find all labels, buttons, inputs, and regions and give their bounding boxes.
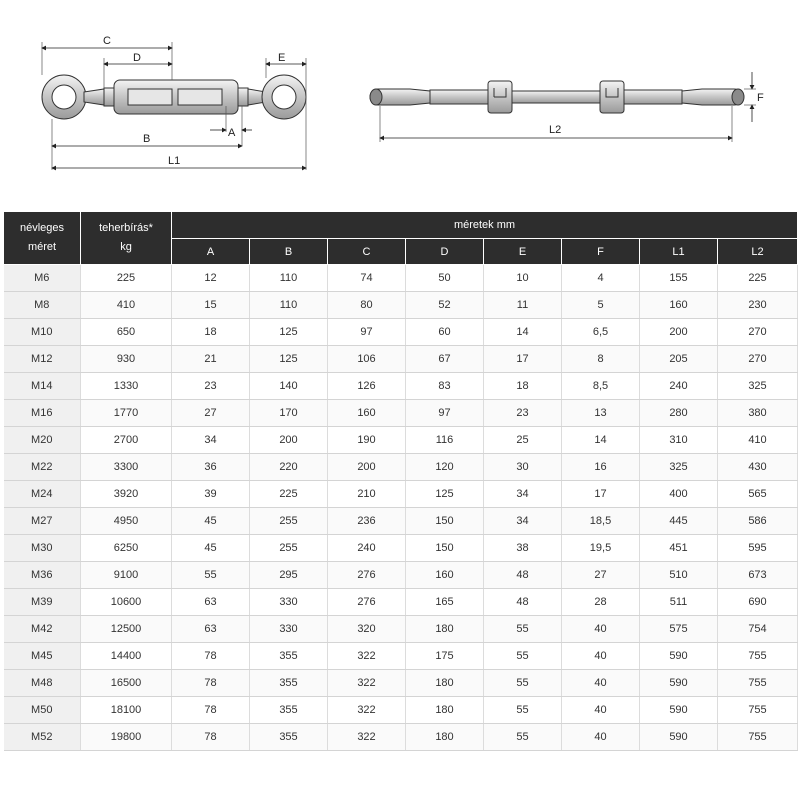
table-row (4, 616, 798, 643)
table-row (4, 427, 798, 454)
cell-e: 17 (484, 346, 562, 373)
cell-l1: 160 (640, 292, 718, 319)
dim-label-f: F (757, 92, 764, 104)
cell-e: 55 (484, 697, 562, 724)
cell-l2: 673 (718, 562, 798, 589)
cell-f: 8,5 (562, 373, 640, 400)
cell-f: 16 (562, 454, 640, 481)
cell-b: 355 (250, 697, 328, 724)
table-row (4, 454, 798, 481)
cell-l1: 325 (640, 454, 718, 481)
cell-a: 78 (172, 724, 250, 751)
cell-f: 40 (562, 724, 640, 751)
header-dim-f: F (562, 239, 640, 265)
cell-l2: 595 (718, 535, 798, 562)
cell-l1: 510 (640, 562, 718, 589)
cell-l1: 200 (640, 319, 718, 346)
cell-b: 200 (250, 427, 328, 454)
cell-b: 255 (250, 508, 328, 535)
header-load-line1: teherbírás* (99, 222, 153, 234)
cell-l1: 575 (640, 616, 718, 643)
table-row (4, 670, 798, 697)
cell-load: 410 (81, 292, 172, 319)
cell-d: 180 (406, 697, 484, 724)
cell-c: 276 (328, 589, 406, 616)
cell-l1: 590 (640, 724, 718, 751)
cell-f: 40 (562, 697, 640, 724)
cell-l1: 280 (640, 400, 718, 427)
turnbuckle-dimension-table (3, 211, 798, 751)
cell-a: 36 (172, 454, 250, 481)
cell-size: M39 (4, 589, 81, 616)
header-load-line2: kg (120, 241, 132, 253)
table-row (4, 697, 798, 724)
cell-l2: 565 (718, 481, 798, 508)
cell-a: 78 (172, 670, 250, 697)
cell-b: 170 (250, 400, 328, 427)
cell-e: 48 (484, 562, 562, 589)
cell-load: 225 (81, 265, 172, 292)
cell-c: 322 (328, 670, 406, 697)
cell-l1: 511 (640, 589, 718, 616)
cell-size: M42 (4, 616, 81, 643)
cell-b: 125 (250, 319, 328, 346)
cell-load: 930 (81, 346, 172, 373)
cell-l2: 270 (718, 319, 798, 346)
cell-e: 48 (484, 589, 562, 616)
cell-load: 2700 (81, 427, 172, 454)
cell-e: 25 (484, 427, 562, 454)
cell-d: 97 (406, 400, 484, 427)
cell-e: 55 (484, 670, 562, 697)
cell-e: 30 (484, 454, 562, 481)
cell-c: 322 (328, 697, 406, 724)
cell-a: 18 (172, 319, 250, 346)
right-dimension-lines (380, 72, 752, 138)
cell-d: 180 (406, 670, 484, 697)
cell-b: 355 (250, 670, 328, 697)
table-row (4, 319, 798, 346)
header-dim-a: A (172, 239, 250, 265)
cell-size: M30 (4, 535, 81, 562)
cell-load: 650 (81, 319, 172, 346)
cell-a: 45 (172, 508, 250, 535)
header-dim-b: B (250, 239, 328, 265)
cell-b: 330 (250, 616, 328, 643)
cell-a: 15 (172, 292, 250, 319)
cell-e: 23 (484, 400, 562, 427)
cell-b: 140 (250, 373, 328, 400)
cell-c: 80 (328, 292, 406, 319)
cell-size: M14 (4, 373, 81, 400)
cell-d: 125 (406, 481, 484, 508)
cell-l2: 410 (718, 427, 798, 454)
header-dim-l1: L1 (640, 239, 718, 265)
cell-d: 67 (406, 346, 484, 373)
cell-l2: 755 (718, 670, 798, 697)
cell-e: 55 (484, 724, 562, 751)
cell-a: 39 (172, 481, 250, 508)
cell-size: M10 (4, 319, 81, 346)
cell-a: 78 (172, 643, 250, 670)
cell-l1: 400 (640, 481, 718, 508)
table-row (4, 535, 798, 562)
cell-size: M8 (4, 292, 81, 319)
table-row (4, 562, 798, 589)
cell-c: 240 (328, 535, 406, 562)
cell-f: 27 (562, 562, 640, 589)
cell-b: 330 (250, 589, 328, 616)
dim-label-b: B (143, 133, 151, 145)
cell-l1: 451 (640, 535, 718, 562)
cell-f: 28 (562, 589, 640, 616)
cell-e: 34 (484, 481, 562, 508)
cell-d: 150 (406, 508, 484, 535)
dim-label-l2: L2 (549, 124, 562, 136)
cell-size: M45 (4, 643, 81, 670)
cell-l2: 380 (718, 400, 798, 427)
cell-f: 17 (562, 481, 640, 508)
cell-size: M6 (4, 265, 81, 292)
cell-b: 220 (250, 454, 328, 481)
cell-l1: 590 (640, 643, 718, 670)
stub-turnbuckle (370, 81, 744, 113)
cell-f: 13 (562, 400, 640, 427)
cell-load: 10600 (81, 589, 172, 616)
cell-a: 78 (172, 697, 250, 724)
cell-e: 14 (484, 319, 562, 346)
cell-load: 1330 (81, 373, 172, 400)
cell-l2: 754 (718, 616, 798, 643)
header-size-line1: névleges (19, 222, 65, 234)
cell-l2: 270 (718, 346, 798, 373)
cell-e: 34 (484, 508, 562, 535)
table-row (4, 373, 798, 400)
cell-a: 23 (172, 373, 250, 400)
header-load-capacity (81, 212, 172, 265)
cell-c: 160 (328, 400, 406, 427)
cell-size: M24 (4, 481, 81, 508)
cell-c: 210 (328, 481, 406, 508)
cell-load: 14400 (81, 643, 172, 670)
cell-f: 40 (562, 616, 640, 643)
cell-c: 190 (328, 427, 406, 454)
dim-label-a: A (228, 127, 236, 139)
cell-load: 12500 (81, 616, 172, 643)
cell-f: 6,5 (562, 319, 640, 346)
cell-l1: 590 (640, 697, 718, 724)
table-header (4, 212, 798, 265)
cell-size: M36 (4, 562, 81, 589)
cell-d: 120 (406, 454, 484, 481)
cell-f: 4 (562, 265, 640, 292)
header-dim-e: E (484, 239, 562, 265)
cell-size: M16 (4, 400, 81, 427)
cell-load: 1770 (81, 400, 172, 427)
table-row (4, 400, 798, 427)
cell-b: 225 (250, 481, 328, 508)
header-dim-d: D (406, 239, 484, 265)
cell-l2: 755 (718, 697, 798, 724)
table-row (4, 265, 798, 292)
cell-load: 3920 (81, 481, 172, 508)
cell-c: 276 (328, 562, 406, 589)
cell-b: 110 (250, 265, 328, 292)
cell-b: 295 (250, 562, 328, 589)
turnbuckle-drawing (0, 0, 800, 210)
cell-a: 12 (172, 265, 250, 292)
cell-d: 50 (406, 265, 484, 292)
cell-c: 200 (328, 454, 406, 481)
cell-f: 18,5 (562, 508, 640, 535)
cell-size: M50 (4, 697, 81, 724)
header-dimensions: méretek mm (172, 212, 798, 239)
cell-size: M12 (4, 346, 81, 373)
cell-l2: 586 (718, 508, 798, 535)
cell-f: 14 (562, 427, 640, 454)
cell-l1: 310 (640, 427, 718, 454)
cell-l1: 590 (640, 670, 718, 697)
cell-a: 63 (172, 589, 250, 616)
cell-d: 180 (406, 616, 484, 643)
cell-c: 322 (328, 724, 406, 751)
cell-l1: 445 (640, 508, 718, 535)
cell-c: 320 (328, 616, 406, 643)
cell-l1: 240 (640, 373, 718, 400)
dim-label-e: E (278, 52, 286, 64)
cell-a: 45 (172, 535, 250, 562)
cell-f: 8 (562, 346, 640, 373)
cell-f: 19,5 (562, 535, 640, 562)
table-row (4, 589, 798, 616)
cell-d: 180 (406, 724, 484, 751)
cell-b: 255 (250, 535, 328, 562)
header-dim-c: C (328, 239, 406, 265)
cell-f: 5 (562, 292, 640, 319)
cell-size: M48 (4, 670, 81, 697)
cell-c: 236 (328, 508, 406, 535)
cell-d: 52 (406, 292, 484, 319)
cell-size: M20 (4, 427, 81, 454)
cell-c: 97 (328, 319, 406, 346)
cell-f: 40 (562, 643, 640, 670)
cell-load: 9100 (81, 562, 172, 589)
cell-b: 110 (250, 292, 328, 319)
cell-e: 10 (484, 265, 562, 292)
cell-d: 160 (406, 562, 484, 589)
cell-c: 106 (328, 346, 406, 373)
table-row (4, 643, 798, 670)
table-row (4, 346, 798, 373)
cell-a: 34 (172, 427, 250, 454)
cell-l2: 755 (718, 643, 798, 670)
cell-size: M22 (4, 454, 81, 481)
cell-load: 18100 (81, 697, 172, 724)
cell-e: 55 (484, 643, 562, 670)
eye-turnbuckle (42, 75, 306, 119)
cell-l2: 690 (718, 589, 798, 616)
cell-size: M52 (4, 724, 81, 751)
cell-c: 126 (328, 373, 406, 400)
cell-load: 4950 (81, 508, 172, 535)
table-row (4, 292, 798, 319)
cell-l2: 430 (718, 454, 798, 481)
cell-f: 40 (562, 670, 640, 697)
dim-label-c: C (103, 35, 111, 47)
table-row (4, 508, 798, 535)
cell-b: 355 (250, 643, 328, 670)
dim-label-d: D (133, 52, 141, 64)
table-row (4, 724, 798, 751)
cell-b: 355 (250, 724, 328, 751)
cell-d: 116 (406, 427, 484, 454)
cell-size: M27 (4, 508, 81, 535)
cell-l2: 230 (718, 292, 798, 319)
cell-l2: 225 (718, 265, 798, 292)
header-nominal-size (4, 212, 81, 265)
cell-load: 19800 (81, 724, 172, 751)
cell-l1: 205 (640, 346, 718, 373)
header-dim-l2: L2 (718, 239, 798, 265)
cell-d: 175 (406, 643, 484, 670)
cell-c: 74 (328, 265, 406, 292)
cell-e: 18 (484, 373, 562, 400)
cell-e: 55 (484, 616, 562, 643)
cell-d: 83 (406, 373, 484, 400)
cell-d: 60 (406, 319, 484, 346)
cell-b: 125 (250, 346, 328, 373)
cell-e: 11 (484, 292, 562, 319)
cell-l2: 755 (718, 724, 798, 751)
cell-load: 3300 (81, 454, 172, 481)
cell-a: 21 (172, 346, 250, 373)
cell-a: 55 (172, 562, 250, 589)
cell-c: 322 (328, 643, 406, 670)
header-size-line2: méret (27, 241, 57, 253)
cell-load: 6250 (81, 535, 172, 562)
cell-d: 165 (406, 589, 484, 616)
table-row (4, 481, 798, 508)
cell-d: 150 (406, 535, 484, 562)
cell-a: 63 (172, 616, 250, 643)
table-body (4, 265, 798, 751)
cell-e: 38 (484, 535, 562, 562)
cell-l1: 155 (640, 265, 718, 292)
dim-label-l1: L1 (168, 155, 181, 167)
cell-load: 16500 (81, 670, 172, 697)
cell-a: 27 (172, 400, 250, 427)
cell-l2: 325 (718, 373, 798, 400)
